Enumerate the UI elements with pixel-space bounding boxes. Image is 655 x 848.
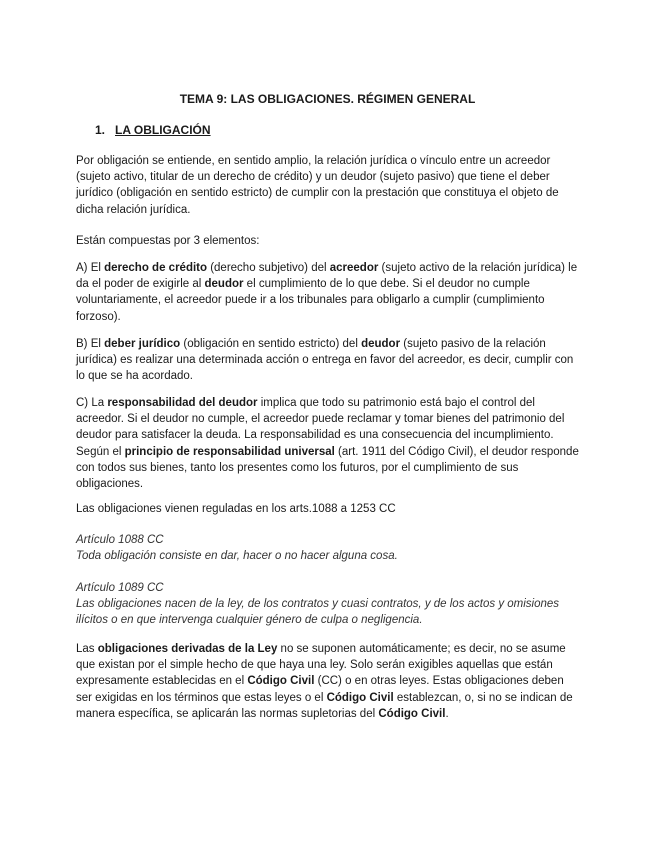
paragraph-definition: Por obligación se entiende, en sentido amplio, la relación jurídica o vínculo entre un acreedor (sujeto activo, titular de un derecho de crédito) y un deudor (sujeto pasivo) que tiene el deber jurídico (obligación en sentido estricto) de cumplir con la prestación que constituya el objeto de dicha relación jurídica. [76,155,559,216]
article-1088-text: Toda obligación consiste en dar, hacer o no hacer alguna cosa. [76,550,398,563]
section-label: LA OBLIGACIÓN [115,123,211,137]
paragraph-regulation: Las obligaciones vienen reguladas en los arts.1088 a 1253 CC [76,503,396,515]
section-heading [95,123,211,137]
article-1089 [76,580,580,629]
paragraph-element-b: B) El deber jurídico (obligación en sentido estricto) del deudor (sujeto pasivo de la relación jurídica) es realizar una determinada acción o entrega en favor del acreedor, es decir, cumplir con lo que se ha acordado. [76,338,574,383]
paragraph-element-a: A) El derecho de crédito (derecho subjetivo) del acreedor (sujeto activo de la relación jurídica) le da el poder de exigirle al deudor el cumplimiento de lo que debe. Si el deudor no cumple voluntariamente, el acreedor puede ir a los tribunales para obligarlo a cumplir (cumplimiento forzoso). [76,262,578,323]
article-1089-title: Artículo 1089 CC [76,582,164,594]
article-1088-title: Artículo 1088 CC [76,534,164,546]
document-title: TEMA 9: LAS OBLIGACIONES. RÉGIMEN GENERAL [179,92,476,106]
article-1088 [76,532,580,564]
paragraph-elements-intro: Están compuestas por 3 elementos: [76,235,260,247]
section-number: 1. [95,123,106,137]
article-1089-text: Las obligaciones nacen de la ley, de los contratos y cuasi contratos, y de los actos y omisiones ilícitos o en que intervenga cualquier género de culpa o negligencia. [76,598,560,627]
paragraph-element-c: C) La responsabilidad del deudor implica que todo su patrimonio está bajo el control del acreedor. Si el deudor no cumple, el acreedor puede reclamar y tomar bienes del patrimonio del deudor para satisfacer la deuda. La responsabilidad es una consecuencia del incumplimiento. Según el principio de responsabilidad universal (art. 1911 del Código Civil), el deudor responde con todos sus bienes, tanto los presentes como los futuros, por el cumplimiento de sus obligaciones. [76,397,579,491]
paragraph-legal-obligations: Las obligaciones derivadas de la Ley no se suponen automáticamente; es decir, no se asume que existan por el simple hecho de que haya una ley. Solo serán exigibles aquellas que están expresamente establecidas en el Código Civil (CC) o en otras leyes. Estas obligaciones deben ser exigidas en los términos que estas leyes o el Código Civil establezcan, o, si no se indican de manera específica, se aplicarán las normas supletorias del Código Civil. [76,643,573,720]
